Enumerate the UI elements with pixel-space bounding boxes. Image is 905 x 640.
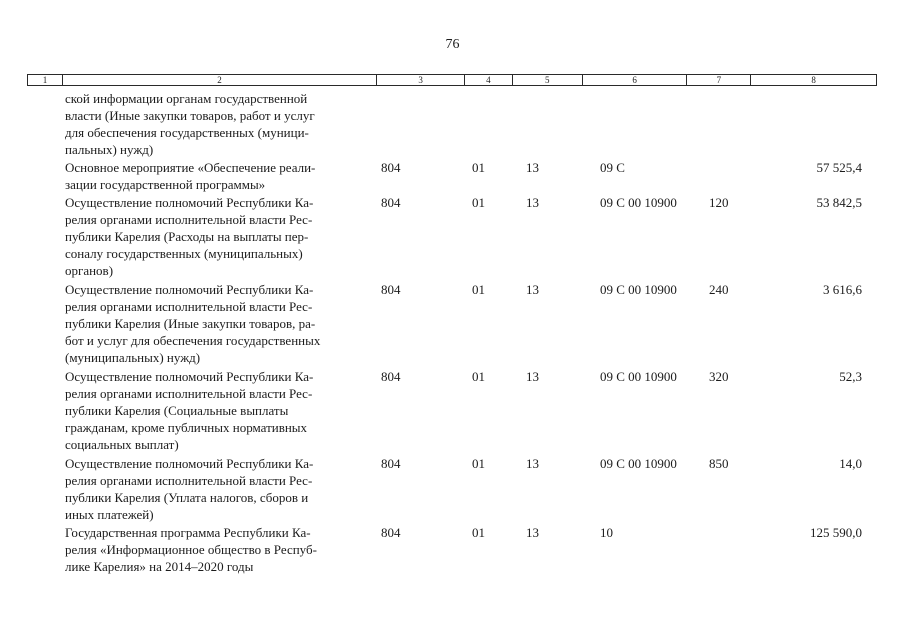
header-col-3: 3 [377,75,465,85]
header-col-4: 4 [465,75,513,85]
row-rz: 01 [472,282,485,297]
description-line: (муниципальных) нужд) [65,350,201,365]
row-rz: 01 [472,456,485,471]
table-header [27,74,877,86]
row-rz: 01 [472,195,485,210]
row-grbs: 804 [381,282,401,297]
description-line: релия органами исполнительной власти Рес- [65,473,313,488]
description-line: соналу государственных (муниципальных) [65,246,303,261]
row-description [65,368,370,453]
description-line: пальных) нужд) [65,142,154,157]
row-csr: 09 С 00 10900 [600,456,677,471]
row-rz: 01 [472,160,485,175]
row-vr: 240 [709,282,729,297]
description-line: релия органами исполнительной власти Рес- [65,299,313,314]
header-col-8: 8 [811,75,816,85]
description-line: публики Карелия (Расходы на выплаты пер- [65,229,309,244]
description-line: Основное мероприятие «Обеспечение реали- [65,160,316,175]
description-line: Государственная программа Республики Ка- [65,525,311,540]
row-rz: 01 [472,369,485,384]
description-line: социальных выплат) [65,437,179,452]
description-line: лике Карелия» на 2014–2020 годы [65,559,254,574]
row-rz: 01 [472,525,485,540]
row-csr: 09 С 00 10900 [600,282,677,297]
page-number: 76 [445,37,460,52]
description-line: Осуществление полномочий Республики Ка- [65,282,314,297]
row-csr: 10 [600,525,613,540]
description-line: Осуществление полномочий Республики Ка- [65,456,314,471]
row-vr: 320 [709,369,729,384]
row-pr: 13 [526,525,539,540]
row-pr: 13 [526,456,539,471]
row-sum: 125 590,0 [810,525,862,540]
row-grbs: 804 [381,160,401,175]
description-line: Осуществление полномочий Республики Ка- [65,195,314,210]
row-vr: 850 [709,456,729,471]
row-vr: 120 [709,195,729,210]
row-sum: 52,3 [839,369,862,384]
description-line: релия органами исполнительной власти Рес- [65,386,313,401]
row-grbs: 804 [381,525,401,540]
description-line: публики Карелия (Социальные выплаты [65,403,289,418]
description-line: зации государственной программы» [65,177,266,192]
row-pr: 13 [526,195,539,210]
row-sum: 53 842,5 [816,195,862,210]
header-col-7: 7 [687,75,751,85]
row-pr: 13 [526,160,539,175]
row-csr: 09 С 00 10900 [600,195,677,210]
row-pr: 13 [526,369,539,384]
description-line: публики Карелия (Уплата налогов, сборов и [65,490,309,505]
description-line: релия органами исполнительной власти Рес- [65,212,313,227]
header-col-2: 2 [63,75,377,85]
header-col-5: 5 [513,75,583,85]
row-description [65,159,370,193]
row-description [65,194,370,279]
description-line: бот и услуг для обеспечения государственных [65,333,321,348]
description-line: публики Карелия (Иные закупки товаров, ра- [65,316,316,331]
row-grbs: 804 [381,456,401,471]
description-line: гражданам, кроме публичных нормативных [65,420,308,435]
row-csr: 09 С [600,160,625,175]
row-sum: 14,0 [839,456,862,471]
row-sum: 57 525,4 [816,160,862,175]
description-line: ской информации органам государственной [65,91,308,106]
description-line: органов) [65,263,114,278]
row-pr: 13 [526,282,539,297]
header-col-6: 6 [583,75,688,85]
description-line: власти (Иные закупки товаров, работ и услуг [65,108,315,123]
row-sum: 3 616,6 [823,282,862,297]
row-description [65,524,370,575]
row-description [65,90,370,158]
row-grbs: 804 [381,195,401,210]
description-line: релия «Информационное общество в Респуб- [65,542,317,557]
row-csr: 09 С 00 10900 [600,369,677,384]
description-line: для обеспечения государственных (муници- [65,125,309,140]
header-col-1: 1 [28,75,63,85]
row-description [65,455,370,523]
row-grbs: 804 [381,369,401,384]
row-description [65,281,370,366]
description-line: иных платежей) [65,507,154,522]
description-line: Осуществление полномочий Республики Ка- [65,369,314,384]
